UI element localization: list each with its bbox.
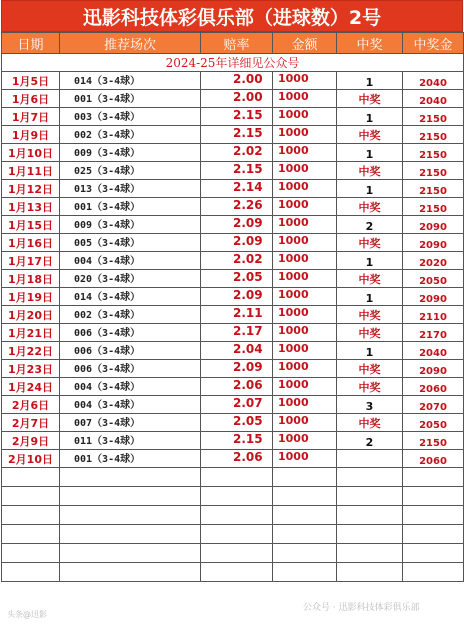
cell-match: 014（3-4球） [60,72,201,90]
cell-date: 1月18日 [2,270,60,288]
cell-match: 006（3-4球） [60,360,201,378]
empty-cell [337,563,403,582]
cell-prize: 2110 [403,306,464,324]
cell-match: 014（3-4球） [60,288,201,306]
empty-cell [337,525,403,544]
cell-prize: 2090 [403,234,464,252]
empty-cell [2,563,60,582]
table-row [2,198,464,216]
cell-odds: 2.02 [201,252,273,270]
cell-amount: 1000 [273,306,337,324]
table-row [2,162,464,180]
cell-win: 2 [337,432,403,450]
cell-match: 011（3-4球） [60,432,201,450]
cell-odds: 2.05 [201,270,273,288]
table-row [2,396,464,414]
cell-prize: 2150 [403,108,464,126]
table-row [2,270,464,288]
cell-amount: 1000 [273,234,337,252]
empty-cell [60,525,201,544]
cell-prize: 2150 [403,180,464,198]
empty-cell [2,487,60,506]
empty-cell [2,525,60,544]
empty-cell [60,487,201,506]
cell-date: 1月17日 [2,252,60,270]
cell-amount: 1000 [273,324,337,342]
empty-cell [273,468,337,487]
cell-prize: 2150 [403,198,464,216]
cell-prize: 2150 [403,126,464,144]
empty-cell [337,544,403,563]
cell-amount: 1000 [273,270,337,288]
cell-odds: 2.09 [201,360,273,378]
table-row [2,90,464,108]
cell-date: 1月7日 [2,108,60,126]
empty-cell [273,487,337,506]
cell-win: 1 [337,144,403,162]
cell-match: 005（3-4球） [60,234,201,252]
cell-win: 中奖 [337,198,403,216]
cell-match: 009（3-4球） [60,216,201,234]
cell-win: 2 [337,216,403,234]
cell-amount: 1000 [273,378,337,396]
empty-cell [2,506,60,525]
empty-row [2,563,464,582]
watermark-left: 头条@迅影 [7,610,47,619]
cell-prize: 2040 [403,90,464,108]
cell-prize: 2040 [403,72,464,90]
cell-amount: 1000 [273,198,337,216]
empty-cell [60,468,201,487]
cell-win: 中奖 [337,306,403,324]
cell-date: 1月15日 [2,216,60,234]
empty-cell [403,544,464,563]
empty-cell [403,468,464,487]
table-row [2,234,464,252]
cell-amount: 1000 [273,414,337,432]
cell-amount: 1000 [273,180,337,198]
cell-date: 2月7日 [2,414,60,432]
cell-prize: 2150 [403,432,464,450]
cell-date: 1月12日 [2,180,60,198]
cell-match: 002（3-4球） [60,126,201,144]
cell-odds: 2.00 [201,72,273,90]
table-row [2,144,464,162]
empty-cell [2,468,60,487]
empty-cell [201,468,273,487]
empty-row [2,525,464,544]
cell-match: 025（3-4球） [60,162,201,180]
cell-amount: 1000 [273,342,337,360]
table-row [2,432,464,450]
results-table [1,32,464,582]
cell-odds: 2.02 [201,144,273,162]
cell-date: 1月6日 [2,90,60,108]
cell-date: 2月9日 [2,432,60,450]
table-row [2,72,464,90]
empty-cell [337,468,403,487]
cell-odds: 2.07 [201,396,273,414]
header-prize: 中奖金 [403,33,464,54]
empty-cell [60,544,201,563]
empty-cell [201,563,273,582]
empty-cell [60,563,201,582]
cell-odds: 2.06 [201,450,273,468]
cell-win: 中奖 [337,360,403,378]
cell-odds: 2.00 [201,90,273,108]
cell-date: 1月10日 [2,144,60,162]
cell-odds: 2.15 [201,432,273,450]
empty-row [2,506,464,525]
empty-cell [273,544,337,563]
cell-match: 004（3-4球） [60,252,201,270]
empty-cell [201,487,273,506]
cell-prize: 2050 [403,270,464,288]
cell-match: 007（3-4球） [60,414,201,432]
cell-odds: 2.17 [201,324,273,342]
cell-win: 中奖 [337,234,403,252]
table-row [2,126,464,144]
cell-prize: 2150 [403,162,464,180]
empty-cell [201,506,273,525]
cell-match: 009（3-4球） [60,144,201,162]
cell-date: 1月5日 [2,72,60,90]
cell-match: 004（3-4球） [60,378,201,396]
cell-date: 1月13日 [2,198,60,216]
cell-match: 002（3-4球） [60,306,201,324]
cell-prize: 2170 [403,324,464,342]
header-row [2,33,464,54]
table-row [2,252,464,270]
sheet-title: 迅影科技体彩俱乐部（进球数）2号 [1,0,463,32]
cell-win: 1 [337,108,403,126]
cell-amount: 1000 [273,288,337,306]
table-body [2,54,464,582]
subtitle-row [2,54,464,72]
cell-win [337,450,403,468]
cell-prize: 2040 [403,342,464,360]
header-amount: 金额 [273,33,337,54]
cell-match: 001（3-4球） [60,198,201,216]
cell-date: 1月11日 [2,162,60,180]
cell-date: 2月10日 [2,450,60,468]
cell-date: 1月9日 [2,126,60,144]
cell-prize: 2150 [403,144,464,162]
cell-amount: 1000 [273,108,337,126]
cell-odds: 2.15 [201,126,273,144]
cell-date: 1月19日 [2,288,60,306]
table-row [2,378,464,396]
table-row [2,108,464,126]
cell-odds: 2.11 [201,306,273,324]
empty-cell [337,487,403,506]
cell-win: 中奖 [337,126,403,144]
cell-amount: 1000 [273,216,337,234]
table-row [2,450,464,468]
cell-match: 004（3-4球） [60,396,201,414]
empty-cell [273,506,337,525]
cell-date: 1月23日 [2,360,60,378]
subtitle-cell: 2024-25年详细见公众号 [2,54,464,72]
cell-date: 1月16日 [2,234,60,252]
cell-amount: 1000 [273,450,337,468]
cell-win: 3 [337,396,403,414]
cell-date: 2月6日 [2,396,60,414]
cell-odds: 2.06 [201,378,273,396]
cell-odds: 2.09 [201,216,273,234]
cell-odds: 2.15 [201,162,273,180]
cell-odds: 2.09 [201,234,273,252]
cell-match: 020（3-4球） [60,270,201,288]
cell-odds: 2.09 [201,288,273,306]
cell-match: 006（3-4球） [60,324,201,342]
table-row [2,306,464,324]
empty-cell [403,506,464,525]
cell-amount: 1000 [273,396,337,414]
cell-odds: 2.15 [201,108,273,126]
cell-odds: 2.26 [201,198,273,216]
empty-cell [337,506,403,525]
cell-amount: 1000 [273,90,337,108]
table-row [2,414,464,432]
cell-win: 中奖 [337,162,403,180]
cell-prize: 2070 [403,396,464,414]
cell-match: 003（3-4球） [60,108,201,126]
cell-amount: 1000 [273,252,337,270]
cell-prize: 2020 [403,252,464,270]
cell-match: 001（3-4球） [60,450,201,468]
cell-date: 1月20日 [2,306,60,324]
table-row [2,324,464,342]
table-row [2,216,464,234]
table-row [2,180,464,198]
cell-win: 中奖 [337,378,403,396]
cell-match: 013（3-4球） [60,180,201,198]
table-row [2,360,464,378]
watermark-right: 公众号 · 迅影科技体彩俱乐部 [303,603,420,613]
empty-cell [2,544,60,563]
cell-date: 1月24日 [2,378,60,396]
cell-odds: 2.05 [201,414,273,432]
cell-win: 1 [337,72,403,90]
lottery-sheet [1,0,463,619]
cell-amount: 1000 [273,162,337,180]
cell-win: 中奖 [337,414,403,432]
cell-match: 006（3-4球） [60,342,201,360]
cell-amount: 1000 [273,126,337,144]
cell-amount: 1000 [273,144,337,162]
cell-date: 1月22日 [2,342,60,360]
cell-win: 1 [337,180,403,198]
empty-row [2,487,464,506]
cell-amount: 1000 [273,432,337,450]
cell-win: 1 [337,252,403,270]
cell-prize: 2090 [403,288,464,306]
header-win: 中奖 [337,33,403,54]
empty-cell [403,525,464,544]
cell-match: 001（3-4球） [60,90,201,108]
cell-win: 中奖 [337,270,403,288]
cell-win: 中奖 [337,90,403,108]
empty-cell [201,525,273,544]
cell-prize: 2090 [403,216,464,234]
header-date: 日期 [2,33,60,54]
cell-win: 1 [337,288,403,306]
empty-cell [403,563,464,582]
empty-row [2,468,464,487]
cell-date: 1月21日 [2,324,60,342]
header-odds: 赔率 [201,33,273,54]
cell-odds: 2.04 [201,342,273,360]
cell-amount: 1000 [273,360,337,378]
empty-cell [201,544,273,563]
cell-prize: 2090 [403,360,464,378]
empty-cell [273,563,337,582]
cell-prize: 2060 [403,378,464,396]
cell-win: 中奖 [337,324,403,342]
cell-prize: 2050 [403,414,464,432]
empty-cell [60,506,201,525]
cell-prize: 2060 [403,450,464,468]
empty-row [2,544,464,563]
empty-cell [273,525,337,544]
cell-amount: 1000 [273,72,337,90]
cell-win: 1 [337,342,403,360]
table-row [2,288,464,306]
table-row [2,342,464,360]
cell-odds: 2.14 [201,180,273,198]
header-match: 推荐场次 [60,33,201,54]
empty-cell [403,487,464,506]
